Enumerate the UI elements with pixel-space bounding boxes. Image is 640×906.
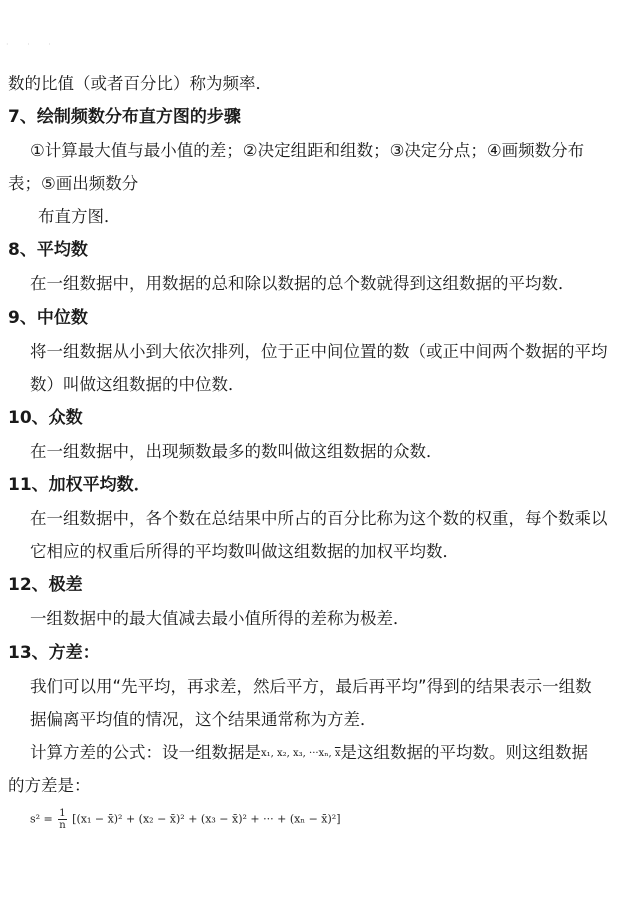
mean-symbol: $\overline{x}$ — [334, 748, 341, 759]
text-line-with-math — [30, 741, 632, 766]
formula-body: [(x₁ − x̄)² + (x₂ − x̄)² + (x₃ − x̄)² + ··· + (xₙ − x̄)²] — [72, 812, 341, 826]
fraction — [58, 808, 66, 831]
section-heading-11: 11、加权平均数． — [8, 475, 151, 495]
text-line: 在一组数据中，用数据的总和除以数据的总个数就得到这组数据的平均数． — [30, 274, 575, 293]
text-line: 表；⑤画出频数分 — [8, 174, 139, 193]
data-sequence: x₁, x₂, x₃, ···xₙ — [261, 748, 329, 759]
text-line: 一组数据中的最大值减去最小值所得的差称为极差． — [30, 609, 410, 628]
section-heading-7: 7、绘制频数分布直方图的步骤 — [8, 107, 241, 127]
section-heading-9: 9、中位数 — [8, 308, 88, 328]
variance-formula — [30, 808, 341, 831]
text-segment: 是这组数据的平均数。则这组数据 — [340, 743, 589, 762]
text-line: 布直方图． — [38, 207, 121, 226]
text-line: 数）叫做这组数据的中位数． — [30, 375, 245, 394]
text-line: ①计算最大值与最小值的差；②决定组距和组数；③决定分点；④画频数分布 — [30, 141, 585, 160]
text-segment: 计算方差的公式：设一组数据是 — [30, 743, 261, 762]
text-line: 据偏离平均值的情况，这个结果通常称为方差． — [30, 710, 377, 729]
text-line: 的方差是： — [8, 776, 91, 795]
text-line: 它相应的权重后所得的平均数叫做这组数据的加权平均数． — [30, 542, 459, 561]
section-heading-10: 10、众数 — [8, 408, 83, 428]
formula-lhs: s² = — [30, 812, 53, 826]
scan-artifact: · · · — [6, 40, 59, 49]
fraction-numerator: 1 — [59, 808, 66, 819]
section-heading-12: 12、极差 — [8, 575, 83, 595]
section-heading-8: 8、平均数 — [8, 240, 88, 260]
text-line: 数的比值（或者百分比）称为频率． — [8, 74, 272, 93]
text-line: 在一组数据中，出现频数最多的数叫做这组数据的众数． — [30, 442, 443, 461]
section-heading-13: 13、方差： — [8, 643, 100, 663]
text-line: 将一组数据从小到大依次排列，位于正中间位置的数（或正中间两个数据的平均 — [30, 342, 608, 361]
separator: , — [328, 748, 335, 759]
text-line: 在一组数据中，各个数在总结果中所占的百分比称为这个数的权重，每个数乘以 — [30, 509, 608, 528]
text-line: 我们可以用“先平均，再求差，然后平方，最后再平均”得到的结果表示一组数 — [30, 677, 592, 696]
fraction-denominator: n — [59, 820, 66, 831]
